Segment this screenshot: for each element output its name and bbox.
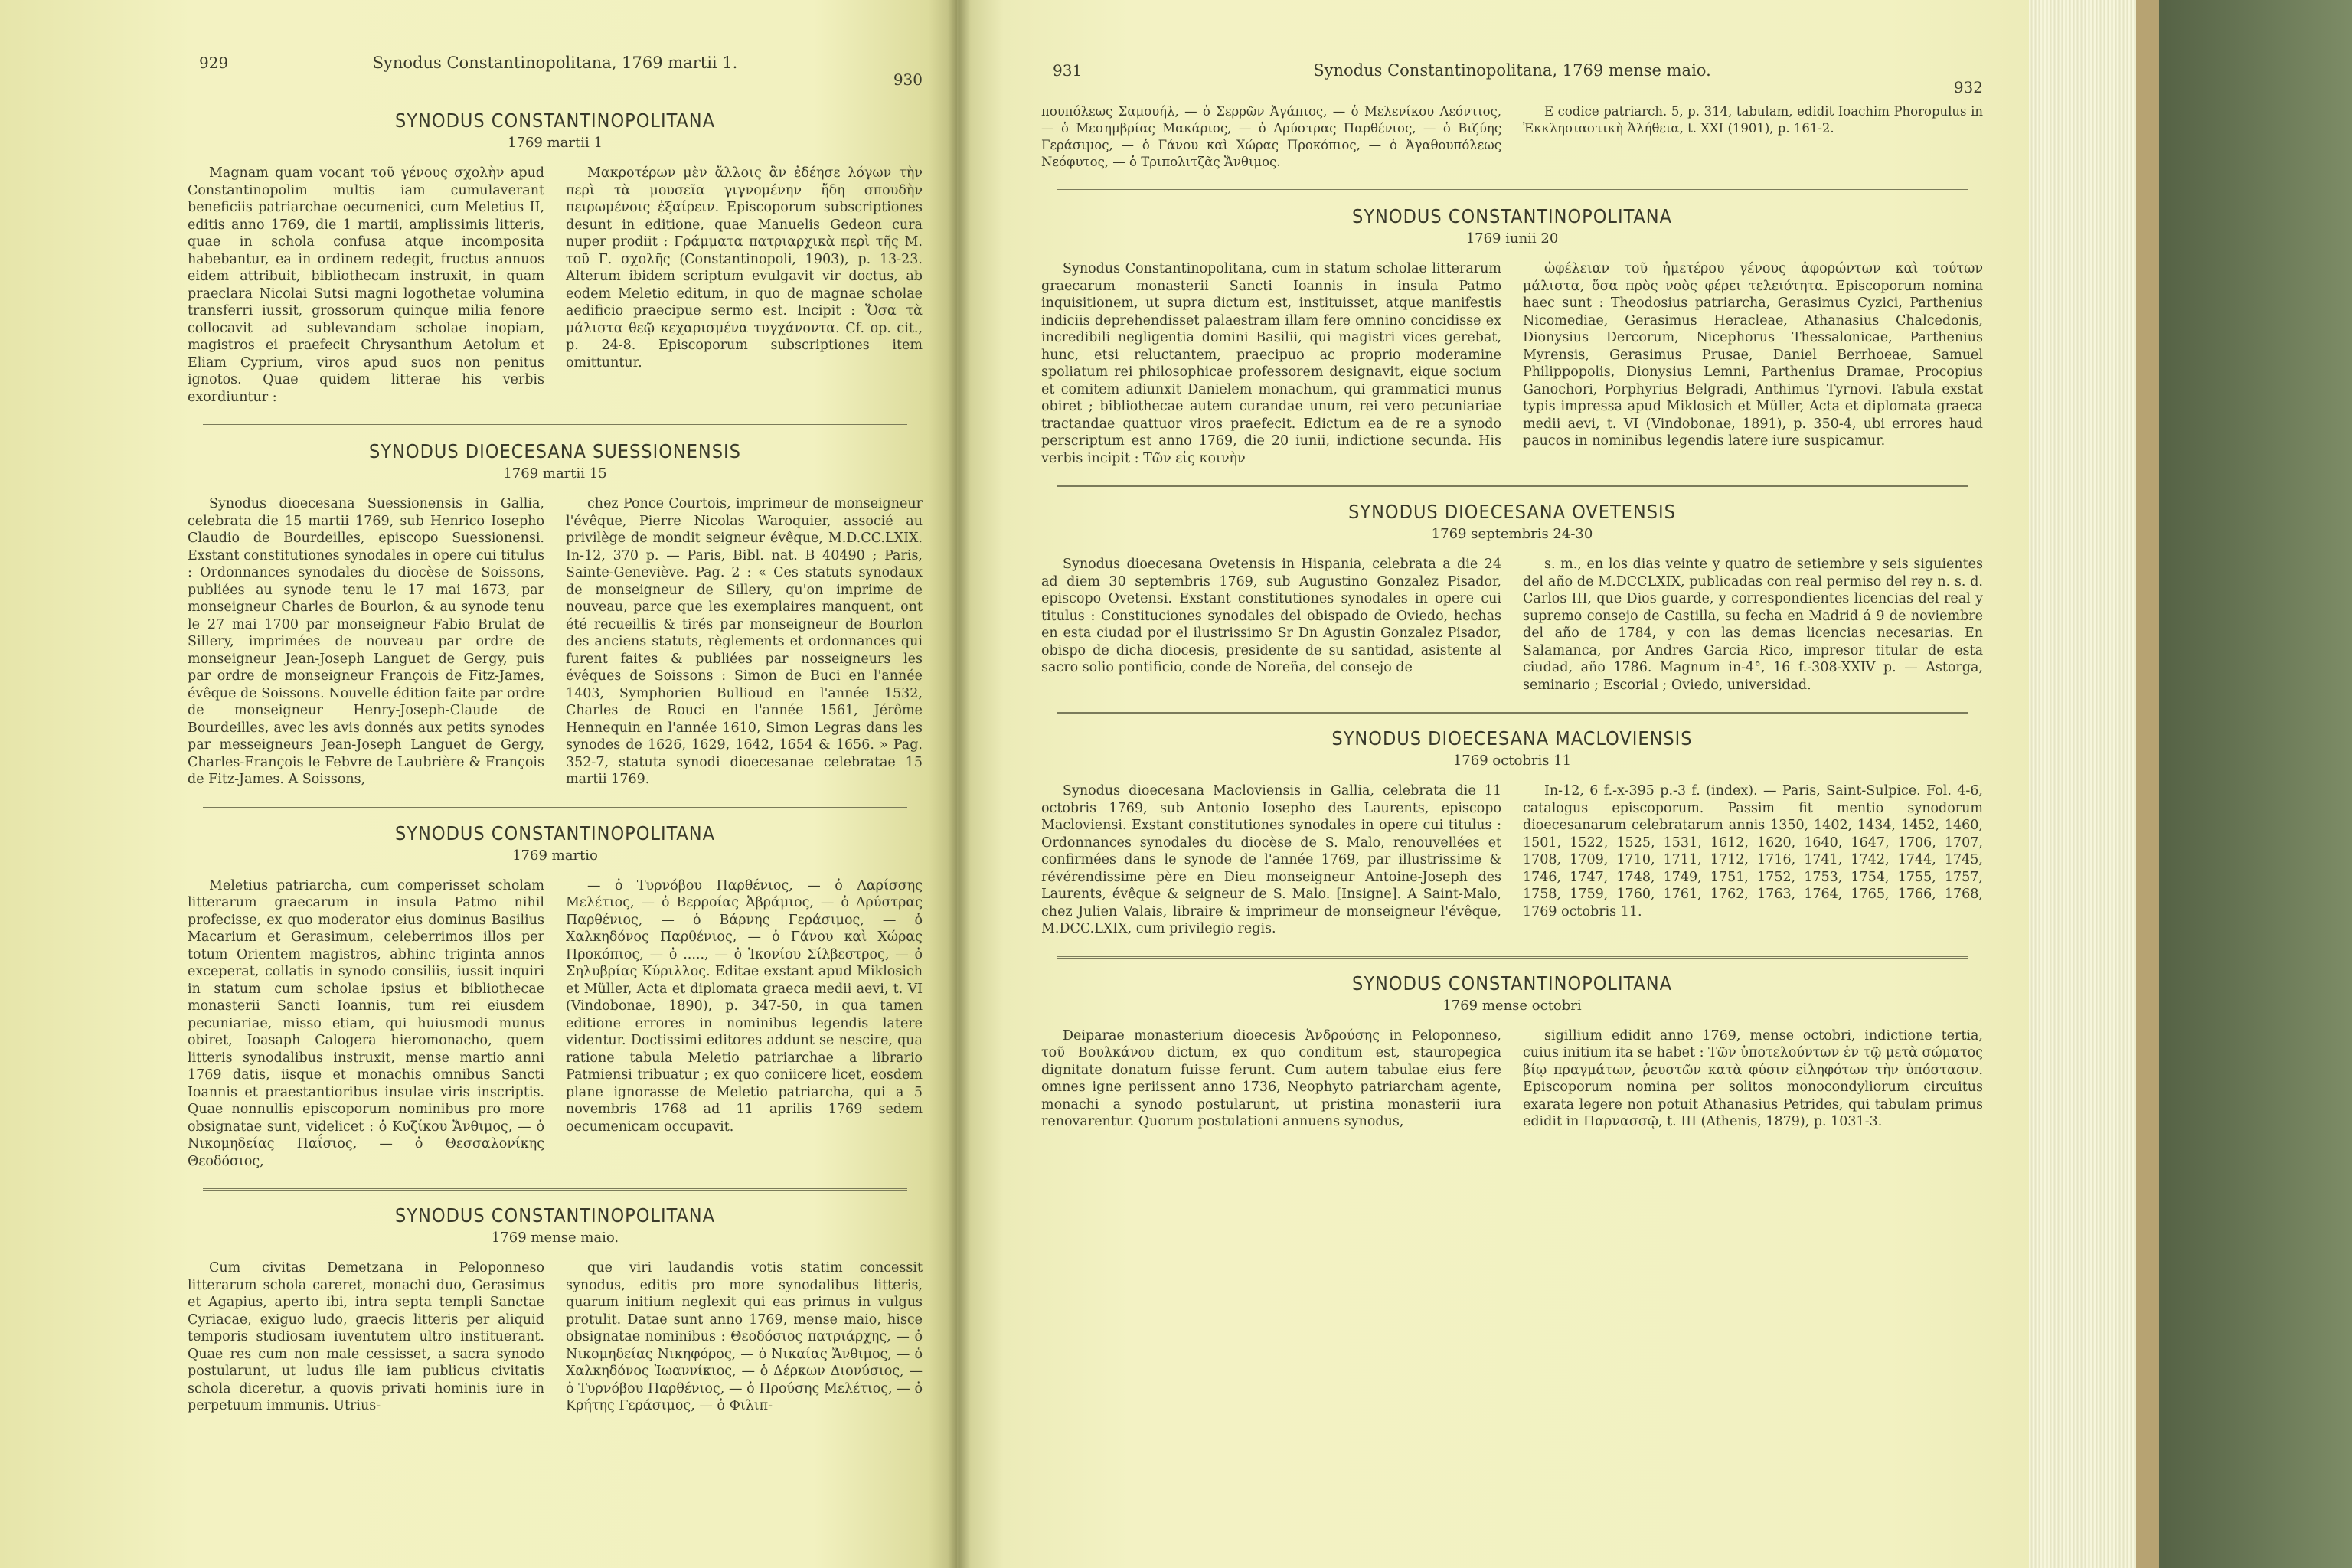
section-date: 1769 iunii 20 [1465, 230, 1559, 247]
section-title: SYNODUS DIOECESANA OVETENSIS [1348, 501, 1676, 523]
section-title: SYNODUS DIOECESANA MACLOVIENSIS [1331, 727, 1693, 750]
section-title: SYNODUS DIOECESANA SUESSIONENSIS [369, 440, 741, 462]
left-page [0, 0, 957, 1568]
book-cover-edge [2136, 0, 2159, 1568]
section-date: 1769 mense octobri [1442, 997, 1582, 1014]
text-column [1523, 260, 1983, 467]
section-divider [203, 1188, 907, 1191]
section [1041, 727, 1983, 938]
section-date: 1769 martio [512, 847, 598, 864]
section [1041, 501, 1983, 694]
section-title: SYNODUS CONSTANTINOPOLITANA [1352, 972, 1672, 995]
text-column [1523, 556, 1983, 694]
text-column [188, 877, 544, 1171]
paragraph: Meletius patriarcha, cum comperisset scholam litterarum graecarum in insula Patmo nihil profecisse, ex quo moderator eius dominus Basilius Macarium et Gerasimum, celeberrimos illos per totum Orientem magistros, abhinc triginta annos exceperat, collatis in synodo consiliis, iussit inquiri in statum cum scholae ipsius et bibliothecae monasterii Sancti Ioannis, tum rei eiusdem pecuniariae, misso etiam, qui huiusmodi munus obiret, Ioasaph Calogera hieromonacho, quem litteris synodalibus instruxit, mense martio anni 1769 datis, iisque et monachis omnibus Sancti Ioannis et praestantioribus insulae viris inscriptis. Quae nonnullis episcoporum nominibus pro more obsignatae sunt, videlicet : ὁ Κυζίκου Ἄνθιμος, — ὁ Νικομηδείας Παΐσιος, — ὁ Θεσσαλονίκης Θεοδόσιος, [188, 877, 544, 1169]
left-page-content [188, 54, 923, 1415]
section-title: SYNODUS CONSTANTINOPOLITANA [395, 109, 715, 132]
section [188, 822, 923, 1171]
section [188, 109, 923, 406]
text-column [1523, 782, 1983, 938]
text-column [566, 165, 923, 406]
section-date: 1769 martii 15 [503, 466, 607, 482]
paragraph: Synodus dioecesana Ovetensis in Hispania, celebrata a die 24 ad diem 30 septembris 1769, sub Augustino Gonzalez Pisador, episcopo Ovetensi. Exstant constitutiones synodales in opere cui titulus : Constituciones synodales del obispado de Oviedo, hechas en esta ciudad por el ilustrissimo Sr Dn Agustin Gonzalez Pisador, obispo de dicha diocesis, presidente de su santidad, asistente al sacro solio pontificio, conde de Noreña, del consejo de [1041, 557, 1501, 675]
section-title: SYNODUS CONSTANTINOPOLITANA [1352, 205, 1672, 227]
paragraph: s. m., en los dias veinte y quatro de setiembre y seis siguientes del año de M.DCCLXIX, publicadas con real permiso del rey n. s. d. Carlos III, que Dios guarde, y correspondientes licencias del real y supremo consejo de Castilla, su fecha en Madrid á 9 de noviembre del año de 1784, y con las demas licencias necesarias. En Salamanca, por Andres Garcia Rico, impresor titular de esta ciudad, año 1786. Magnum in-4°, 16 f.-308-XXIV p. — Astorga, seminario ; Escorial ; Oviedo, universidad. [1523, 557, 1983, 693]
paragraph: Cum civitas Demetzana in Peloponneso litterarum schola careret, monachi duo, Gerasimus et Agapius, aperto ibi, intra septa templi Sanctae Cyriacae, exiguo ludo, graecis litteris per aliquid temporis studiosam iuventutem ultro instituerant. Quae res cum non male cessisset, a sacra synodo postularunt, ut ludus ille iam publicus civitatis schola diceretur, a quovis privati hominis iure in perpetuum immunis. Utrius- [188, 1260, 544, 1413]
text-column [1041, 556, 1501, 694]
section-date: 1769 octobris 11 [1452, 753, 1572, 769]
text-column [1041, 103, 1501, 171]
paragraph: sigillium edidit anno 1769, mense octobri, indictione tertia, cuius initium ita se habet : Τῶν ὑποτελούντων ἐν τῷ μετὰ σώματος βίῳ πραγμάτων, ῥευστῶν κατὰ φύσιν εἰληφότων τὴν ὑπόστασιν. Episcoporum nomina per solitos monocondyliorum circuitus exarata legere non potuit Athanasius Petrides, qui tabulam primus edidit in Παρνασσῷ, t. III (Athenis, 1879), p. 1031-3. [1523, 1027, 1983, 1129]
section-title: SYNODUS CONSTANTINOPOLITANA [395, 822, 715, 844]
section-divider [1057, 956, 1968, 959]
paragraph: E codice patriarch. 5, p. 314, tabulam, edidit Ioachim Phoropulus in Ἐκκλησιαστικὴ Ἀλήθεια, t. XXI (1901), p. 161-2. [1523, 104, 1983, 136]
right-page-content [1041, 61, 1983, 1131]
text-column [1523, 1027, 1983, 1131]
text-column [566, 495, 923, 789]
section-divider [1057, 485, 1968, 487]
section [1041, 972, 1983, 1131]
page-number: 930 [893, 70, 923, 89]
paragraph: ὠφέλειαν τοῦ ἡμετέρου γένους ἀφορώντων καὶ τούτων μάλιστα, ὅσα πρὸς νοὸς φέρει τελειότητα. Episcoporum nomina haec sunt : Theodosius patriarcha, Gerasimus Cyzici, Parthenius Nicomediae, Gerasimus Heracleae, Athanasius Chalcedonis, Dionysius Dercorum, Nicephorus Thessalonicae, Parthenius Myrensis, Gerasimus Prusae, Daniel Berrhoeae, Samuel Philippopolis, Dionysius Lemni, Parthenius Dramae, Procopius Ganochori, Porphyrius Belgradi, Anthimus Tyrnovi. Tabula exstat typis impressa apud Miklosich et Müller, Acta et diplomata graeca medii aevi, t. VI (Vindobonae, 1891), p. 350-4, ubi errores haud paucos in nominibus legendis latere iure suspicamur. [1523, 261, 1983, 449]
paragraph: In-12, 6 f.-x-395 p.-3 f. (index). — Paris, Saint-Sulpice. Fol. 4-6, catalogus episcoporum. Passim fit mentio synodorum dioecesanarum celebratarum annis 1350, 1402, 1434, 1452, 1460, 1501, 1522, 1525, 1531, 1612, 1620, 1640, 1647, 1706, 1707, 1708, 1709, 1710, 1711, 1712, 1716, 1741, 1742, 1744, 1745, 1746, 1747, 1748, 1749, 1751, 1752, 1753, 1754, 1755, 1757, 1758, 1759, 1760, 1761, 1762, 1763, 1764, 1765, 1766, 1768, 1769 octobris 11. [1523, 783, 1983, 920]
text-column [566, 1259, 923, 1415]
right-page-header [1041, 61, 1983, 103]
paragraph: que viri laudandis votis statim concessit synodus, editis pro more synodalibus litteris, quarum initium neglexit qui eas primus in vulgus protulit. Datae sunt anno 1769, mense maio, hisce obsignatae nominibus : Θεοδόσιος πατριάρχης, — ὁ Νικομηδείας Νικηφόρος, — ὁ Νικαίας Ἄνθιμος, — ὁ Χαλκηδόνος Ἰωαννίκιος, — ὁ Δέρκων Διονύσιος, — ὁ Τυρνόβου Παρθένιος, — ὁ Προύσης Μελέτιος, — ὁ Κρήτης Γεράσιμος, — ὁ Φιλιπ- [566, 1260, 923, 1413]
running-title: Synodus Constantinopolitana, 1769 mense maio. [1313, 61, 1711, 80]
paragraph: πουπόλεως Σαμουήλ, — ὁ Σερρῶν Ἀγάπιος, — ὁ Μελενίκου Λεόντιος, — ὁ Μεσημβρίας Μακάριος, — ὁ Δρύστρας Παρθένιος, — ὁ Βιζύης Γεράσιμος, — ὁ Γάνου καὶ Χώρας Προκόπιος, — ὁ Ἀγαθουπόλεως Νεόφυτος, — ὁ Τριπολιτζᾶς Ἄνθιμος. [1041, 104, 1501, 169]
text-column [566, 877, 923, 1171]
running-title: Synodus Constantinopolitana, 1769 martii 1. [372, 54, 738, 72]
text-column [188, 165, 544, 406]
paragraph: Μακροτέρων μὲν ἄλλοις ἂν ἐδέησε λόγων τὴν περὶ τὰ μουσεῖα γιγνομένην ἤδη σπουδὴν πειρωμένοις ἐξαίρειν. Episcoporum subscriptiones desunt in editione, quae Manuelis Gedeon cura nuper prodiit : Γράμματα πατριαρχικὰ περὶ τῆς Μ. τοῦ Γ. σχολῆς (Constantinopoli, 1903), p. 13-23. Alterum ibidem scriptum evulgavit vir doctus, ab eodem Meletio editum, in quo de magnae scholae aedificio praecipue sermo est. Incipit : Ὅσα τὰ μάλιστα θεῷ κεχαρισμένα τυγχάνοντα. Cf. op. cit., p. 24-8. Episcoporum subscriptiones item omittuntur. [566, 165, 923, 371]
section-date: 1769 septembris 24-30 [1431, 526, 1593, 542]
continued-text [1041, 103, 1983, 171]
section-title: SYNODUS CONSTANTINOPOLITANA [395, 1204, 715, 1227]
text-column [1041, 1027, 1501, 1131]
section [188, 1204, 923, 1415]
right-page [957, 0, 2121, 1568]
paragraph: — ὁ Τυρνόβου Παρθένιος, — ὁ Λαρίσσης Μελέτιος, — ὁ Βερροίας Ἀβράμιος, — ὁ Δρύστρας Παρθένιος, — ὁ Βάρνης Γεράσιμος, — ὁ Χαλκηδόνος Παρθένιος, — ὁ Γάνου καὶ Χώρας Προκόπιος, — ὁ ....., — ὁ Ἰκονίου Σίλβεστρος, — ὁ Σηλυβρίας Κύριλλος. Editae exstant apud Miklosich et Müller, Acta et diplomata graeca medii aevi, t. VI (Vindobonae, 1890), p. 347-50, in qua tamen editione errores in nominibus legendis latere videntur. Doctissimi editores addunt se nescire, qua ratione tabula Meletio patriarchae a librario Patmiensi tribuatur ; ex quo coniicere licet, eosdem plane ignorasse de Meletio patriarcha, qui a 5 novembris 1768 ad 11 aprilis 1769 sedem oecumenicam occupavit. [566, 877, 923, 1135]
text-column [1523, 103, 1983, 171]
page-number: 932 [1953, 78, 1983, 96]
paragraph: Synodus dioecesana Suessionensis in Gallia, celebrata die 15 martii 1769, sub Henrico Iosepho Claudio de Bourdeilles, episcopo Suessionensi. Exstant constitutiones synodales in opere cui titulus : Ordonnances synodales du diocèse de Soissons, publiées au synode tenu le 17 mai 1673, par monseigneur Charles de Bourlon, & au synode tenu le 27 mai 1700 par monseigneur Fabio Brulat de Sillery, imprimées de nouveau par ordre de monseigneur Jean-Joseph Languet de Gergy, puis par ordre de monseigneur François de Fitz-James, évêque de Soissons. Nouvelle édition faite par ordre de monseigneur Henry-Joseph-Claude de Bourdeilles, avec les avis donnés aux petits synodes par messeigneurs Jean-Joseph Languet de Gergy, Charles-François le Febvre de Laubrière & François de Fitz-James. A Soissons, [188, 496, 544, 787]
paragraph: Synodus dioecesana Macloviensis in Gallia, celebrata die 11 octobris 1769, sub Antonio Iosepho des Laurents, episcopo Macloviensi. Exstant constitutiones synodales in opere cui titulus : Ordonnances synodales du diocèse de S. Malo, renouvellées et confirmées dans le synode de l'année 1769, par illustrissime & révérendissime père en Dieu monseigneur Antoine-Joseph des Laurents, évêque & seigneur de S. Malo. [Insigne]. A Saint-Malo, chez Julien Valais, libraire & imprimeur de monseigneur l'évêque, M.DCC.LXIX, cum privilegio regis. [1041, 783, 1501, 936]
text-column [188, 495, 544, 789]
paragraph: Deiparae monasterium dioecesis Ἀνδρούσης in Peloponneso, τοῦ Βουλκάνου dictum, ex quo conditum est, stauropegica dignitate donatum fuisse ferunt. Cum autem tabulae eius fere omnes igne periissent anno 1736, Neophyto patriarcham agente, monachi a synodo postularunt, ut pristina monasterii iura renovarentur. Quorum postulationi annuens synodus, [1041, 1027, 1501, 1129]
section-divider [203, 807, 907, 808]
paragraph: Magnam quam vocant τοῦ γένους σχολὴν apud Constantinopolim multis iam cumulaverant beneficiis patriarchae oecumenici, cum Meletius II, editis anno 1769, die 1 martii, amplissimis litteris, quae in schola confusa atque incomposita habebantur, ea in ordinem redegit, fructus annuos eidem attribuit, bibliothecam instruxit, in quam praeclara Nicolai Sutsi magni logothetae volumina transferri iussit, grossorum quinque milia fenore collocavit ad sublevandam scholae inopiam, magistros ei praefecit Chrysanthum Aetolum et Eliam Cyprium, viros apud suos non penitus ignotos. Quae quidem litterae his verbis exordiuntur : [188, 165, 544, 405]
section [1041, 205, 1983, 467]
paragraph: chez Ponce Courtois, imprimeur de monseigneur l'évêque, Pierre Nicolas Waroquier, associé au privilège de mondit seigneur évêque, M.D.CC.LXIX. In-12, 370 p. — Paris, Bibl. nat. B 40490 ; Paris, Sainte-Geneviève. Pag. 2 : « Ces statuts synodaux de monseigneur de Sillery, qu'on imprime de nouveau, parce que les exemplaires manquent, ont été recueillis & tirés par monseigneur de Bourlon des anciens statuts, règlements et ordonnances qui furent faites & publiées par nosseigneurs les évêques de Soissons : Simon de Buci en l'année 1403, Symphorien Bullioud en l'année 1532, Charles de Rouci en l'année 1561, Jérôme Hennequin en l'année 1610, Simon Legras dans les synodes de 1626, 1629, 1642, 1654 & 1656. » Pag. 352-7, statuta synodi dioecesanae celebratae 15 martii 1769. [566, 496, 923, 787]
section-divider [1057, 189, 1968, 191]
section [188, 440, 923, 789]
text-column [188, 1259, 544, 1415]
page-number: 929 [199, 54, 229, 72]
book-gutter [948, 0, 971, 1568]
section-date: 1769 mense maio. [491, 1230, 619, 1246]
left-page-header [188, 54, 923, 96]
text-column [1041, 260, 1501, 467]
page-edges [2029, 0, 2144, 1568]
section-divider [1057, 712, 1968, 714]
section-date: 1769 martii 1 [508, 135, 603, 151]
section-divider [203, 424, 907, 426]
page-number: 931 [1053, 61, 1083, 80]
text-column [1041, 782, 1501, 938]
paragraph: Synodus Constantinopolitana, cum in statum scholae litterarum graecarum monasterii Sancti Ioannis in insula Patmo inquisitionem, ut supra dictum est, instituisset, atque manifestis indiciis deprehendisset palaestram illam fere omnino concidisse ex incredibili negligentia domini Basilii, qui magistri vices gerebat, hunc, etsi reluctantem, praecipuo ac proprio moderamine spoliatum rei philosophicae professorem designavit, eique socium et comitem adiunxit Danielem monachum, qui grammatici munus obiret ; bibliothecae autem curandae unum, rei vero pecuniariae tractandae quattuor viros praefecit. Edictum ea de re a synodo perscriptum est anno 1769, die 20 iunii, indictione secunda. His verbis incipit : Τῶν εἰς κοινὴν [1041, 261, 1501, 466]
